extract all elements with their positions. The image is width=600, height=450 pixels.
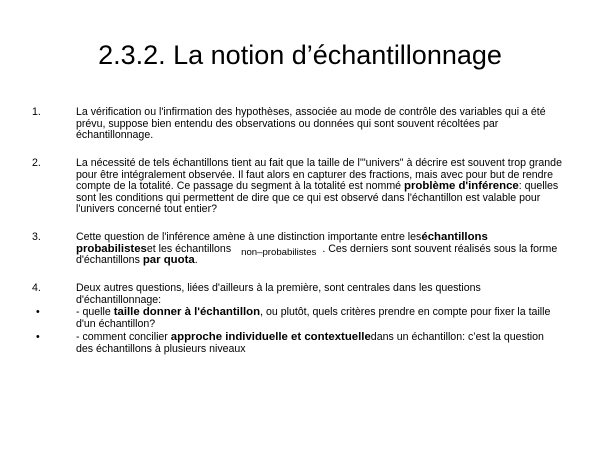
quota-term: par quota (142, 254, 195, 267)
bullet-item-2-text-part-a: - comment concilier (76, 331, 171, 343)
bullet-item-1-text (76, 307, 562, 330)
bullet-item-1-text-part-a: - quelle (76, 306, 114, 318)
list-number-2: 2. (32, 157, 41, 169)
bullet-marker-1: • (36, 306, 40, 318)
bullet-item-2-text (76, 332, 562, 355)
list-item-2-text-part-b: : quelles sont les conditions qui permettent de dire que ce qui est observé dans l'échantillon est valable pour l'univers concerné tout entier? (76, 180, 559, 216)
list-item-3-text-part-a: Cette question de l'inférence amène à une distinction importante entre les (76, 231, 422, 243)
bullet-item-2-text-part-b: dans un échantillon: c’est la question des échantillons à plusieurs niveaux (76, 331, 544, 355)
list-item-3-text-part-d: . (194, 254, 198, 267)
list-number-4: 4. (32, 282, 41, 294)
inference-problem-term: problème d'inférence (404, 180, 519, 193)
list-item-3-text (76, 232, 562, 267)
list-item-2-text (76, 158, 562, 216)
non-probabilistic-label: non–probabilistes (241, 246, 317, 258)
list-item-3-text-part-c: . Ces derniers sont souvent réalisés sous la forme d'échantillons (76, 242, 558, 267)
list-item-4-text: Deux autres questions, liées d'ailleurs à la première, sont centrales dans les questions d'échantillonnage: (76, 282, 481, 306)
probabilistic-samples-term: échantillons probabilistes (76, 231, 488, 255)
bullet-marker-2: • (36, 331, 40, 343)
list-number-1: 1. (32, 106, 41, 118)
slide-title: 2.3.2. La notion d’échantillonnage (98, 40, 502, 70)
sample-size-term: taille donner à l'échantillon (113, 306, 261, 318)
bullet-item-1-text-part-b: , ou plutôt, quels critères prendre en compte pour fixer la taille d'un échantillon? (76, 306, 551, 330)
list-item-2-text-part-a: La nécessité de tels échantillons tient au fait que la taille de l'"univers" à décrire est souvent trop grande pour être intégralement observée. Il faut alors en capturer des fractions, mais avec pour but de rendre compte de la totalité. Ce passage du segment à la totalité est nommé (76, 157, 562, 193)
individual-contextual-term: approche individuelle et contextuelle (170, 331, 371, 343)
list-item-3-text-part-b: et les échantillons (146, 242, 232, 255)
list-item-1-text: La vérification ou l'infirmation des hypothèses, associée au mode de contrôle des variables qui a été prévu, suppose bien entendu des observations ou données qui sont souvent récoltées par échantillonnage. (76, 106, 546, 142)
list-number-3: 3. (32, 231, 41, 243)
